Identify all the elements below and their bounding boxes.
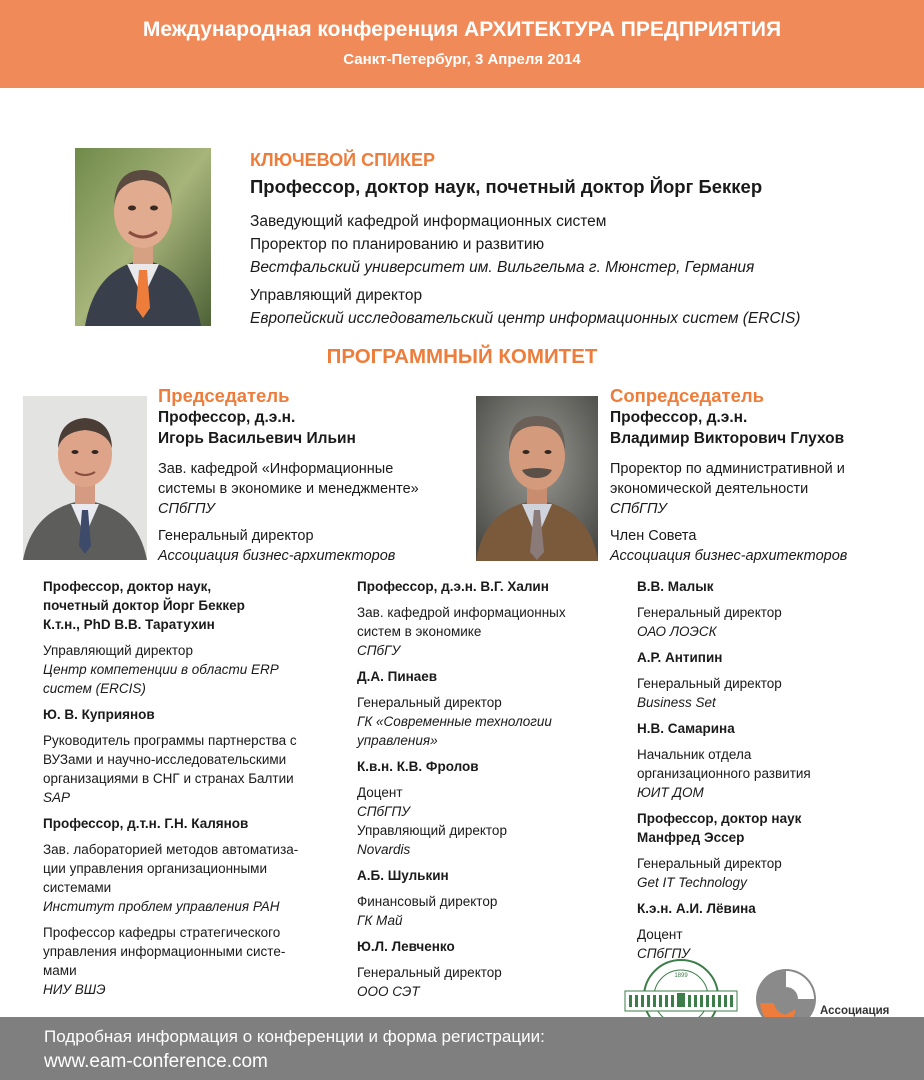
program-committee-title: ПРОГРАММНЫЙ КОМИТЕТ bbox=[326, 345, 598, 368]
cochair-name bbox=[610, 407, 844, 449]
member-organization: Business Set bbox=[637, 695, 716, 710]
keynote-speaker-name: Профессор, доктор наук, почетный доктор Йорг Беккер bbox=[250, 176, 763, 197]
member-name: Н.В. Самарина bbox=[637, 721, 735, 736]
keynote-line: Проректор по планированию и развитию bbox=[250, 236, 545, 253]
chair-line: Зав. кафедрой «Информационные bbox=[158, 461, 394, 477]
cochair-info bbox=[610, 459, 847, 566]
member-name: Ю. В. Куприянов bbox=[43, 707, 155, 722]
keynote-line: Вестфальский университет им. Вильгельма г. Мюнстер, Германия bbox=[250, 259, 755, 276]
chair-role: Председатель bbox=[158, 385, 290, 406]
chair-photo bbox=[23, 396, 147, 560]
committee-column-2 bbox=[357, 577, 566, 1001]
member-position: ции управления организационными bbox=[43, 861, 268, 876]
keynote-label: КЛЮЧЕВОЙ СПИКЕР bbox=[250, 150, 435, 170]
cochair-line: Член Совета bbox=[610, 528, 697, 544]
member-position: Генеральный директор bbox=[637, 605, 782, 620]
member-position: Зав. кафедрой информационных bbox=[357, 605, 566, 620]
member-position: Генеральный директор bbox=[637, 676, 782, 691]
member-organization: ГК Май bbox=[357, 913, 403, 928]
member-name: А.Р. Антипин bbox=[637, 650, 723, 665]
keynote-line: Европейский исследовательский центр информационных систем (ERCIS) bbox=[250, 310, 801, 327]
committee-column-1 bbox=[43, 577, 298, 999]
chair-line: Генеральный директор bbox=[158, 528, 314, 544]
cochair-line: Ассоциация бизнес-архитекторов bbox=[610, 548, 848, 564]
chair-fullname: Игорь Васильевич Ильин bbox=[158, 430, 356, 447]
member-position: мами bbox=[43, 963, 77, 978]
chair-line: системы в экономике и менеджменте» bbox=[158, 481, 419, 497]
committee-column-3 bbox=[637, 577, 811, 963]
member-name: К.э.н. А.И. Лёвина bbox=[637, 901, 756, 916]
member-organization: управления» bbox=[357, 733, 438, 748]
member-position: Управляющий директор bbox=[43, 643, 193, 658]
member-organization: ЮИТ ДОМ bbox=[637, 785, 704, 800]
keynote-line: Заведующий кафедрой информационных систем bbox=[250, 213, 607, 230]
member-organization: СПбГПУ bbox=[637, 946, 690, 961]
member-position: систем в экономике bbox=[357, 624, 482, 639]
member-organization: Get IT Technology bbox=[637, 875, 747, 890]
cochair-role: Сопредседатель bbox=[610, 385, 765, 406]
member-name: А.Б. Шулькин bbox=[357, 868, 449, 883]
conference-title: Международная конференция АРХИТЕКТУРА ПРЕДПРИЯТИЯ bbox=[142, 18, 782, 41]
footer-bar bbox=[0, 1017, 924, 1080]
member-name: К.т.н., PhD В.В. Таратухин bbox=[43, 617, 215, 632]
member-position: Финансовый директор bbox=[357, 894, 498, 909]
member-organization: ГК «Современные технологии bbox=[357, 714, 552, 729]
chair-line: СПбГПУ bbox=[158, 501, 215, 517]
keynote-speaker-photo bbox=[75, 148, 211, 326]
member-organization: систем (ERCIS) bbox=[43, 681, 146, 696]
member-position: Генеральный директор bbox=[357, 965, 502, 980]
cochair-line: СПбГПУ bbox=[610, 501, 667, 517]
member-name: Д.А. Пинаев bbox=[357, 669, 438, 684]
member-organization: Центр компетенции в области ERP bbox=[43, 662, 279, 677]
cochair-line: Проректор по административной и bbox=[610, 461, 845, 477]
chair-line: Ассоциация бизнес-архитекторов bbox=[158, 548, 396, 564]
member-position: Профессор кафедры стратегического bbox=[43, 925, 281, 940]
member-position: Начальник отдела bbox=[637, 747, 752, 762]
member-organization: ОАО ЛОЭСК bbox=[637, 624, 717, 639]
member-name: Манфред Эссер bbox=[637, 830, 745, 845]
member-organization: СПбГПУ bbox=[357, 804, 410, 819]
member-position: Доцент bbox=[637, 927, 683, 942]
member-position: Генеральный директор bbox=[357, 695, 502, 710]
footer-info-text: Подробная информация о конференции и форма регистрации: bbox=[44, 1027, 545, 1046]
member-organization: Институт проблем управления РАН bbox=[43, 899, 280, 914]
member-organization: SAP bbox=[43, 790, 71, 805]
member-name: почетный доктор Йорг Беккер bbox=[43, 598, 245, 613]
member-name: Профессор, доктор наук, bbox=[43, 579, 212, 594]
member-position: Доцент bbox=[357, 785, 403, 800]
member-name: В.В. Малык bbox=[637, 579, 714, 594]
member-position: ВУЗами и научно-исследовательскими bbox=[43, 752, 287, 767]
member-position: управления информационными систе- bbox=[43, 944, 286, 959]
keynote-speaker-info bbox=[250, 210, 800, 330]
member-position: системами bbox=[43, 880, 112, 895]
member-name: Ю.Л. Левченко bbox=[357, 939, 455, 954]
cochair-title: Профессор, д.э.н. bbox=[610, 409, 748, 426]
chair-info bbox=[158, 459, 419, 566]
member-name: Профессор, д.т.н. Г.Н. Калянов bbox=[43, 816, 249, 831]
member-position: Управляющий директор bbox=[357, 823, 507, 838]
cochair-photo bbox=[476, 396, 598, 561]
university-year: 1899 bbox=[674, 973, 688, 979]
member-organization: Novardis bbox=[357, 842, 411, 857]
member-position: Генеральный директор bbox=[637, 856, 782, 871]
footer-url-link[interactable]: www.eam-conference.com bbox=[44, 1051, 268, 1072]
cochair-line: экономической деятельности bbox=[610, 481, 809, 497]
keynote-line: Управляющий директор bbox=[250, 287, 423, 304]
member-position: Руководитель программы партнерства с bbox=[43, 733, 297, 748]
member-organization: НИУ ВШЭ bbox=[43, 982, 106, 997]
member-position: организационного развития bbox=[637, 766, 811, 781]
member-position: организациями в СНГ и странах Балтии bbox=[43, 771, 294, 786]
conference-date-location: Санкт-Петербург, 3 Апреля 2014 bbox=[343, 51, 581, 68]
cochair-fullname: Владимир Викторович Глухов bbox=[610, 430, 845, 447]
chair-name bbox=[158, 407, 356, 449]
member-name: К.в.н. К.В. Фролов bbox=[357, 759, 479, 774]
association-name-line1: Ассоциация bbox=[820, 1005, 890, 1017]
member-position: Зав. лабораторией методов автоматиза- bbox=[43, 842, 299, 857]
member-organization: СПбГУ bbox=[357, 643, 401, 658]
chair-title: Профессор, д.э.н. bbox=[158, 409, 296, 426]
member-name: Профессор, доктор наук bbox=[637, 811, 802, 826]
member-organization: ООО СЭТ bbox=[357, 984, 420, 999]
header-banner bbox=[0, 0, 924, 88]
member-name: Профессор, д.э.н. В.Г. Халин bbox=[357, 579, 549, 594]
